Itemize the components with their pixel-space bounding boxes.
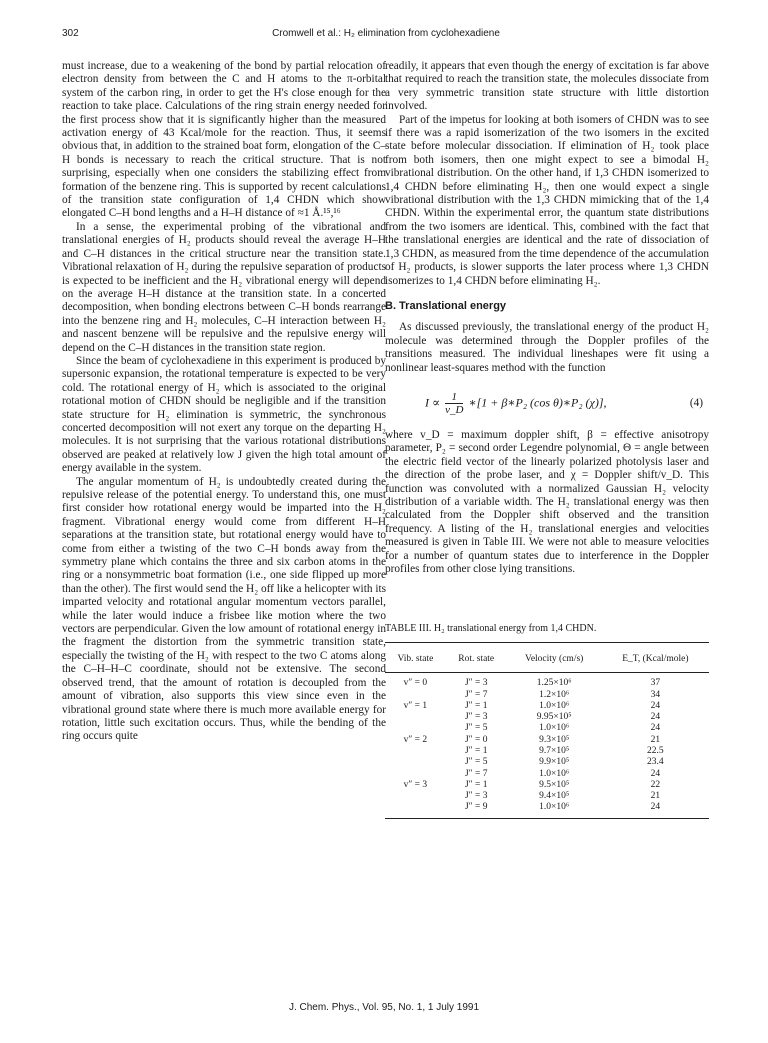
table-cell <box>385 723 446 734</box>
page-number: 302 <box>62 28 79 39</box>
table-cell <box>385 712 446 723</box>
table-row <box>385 712 709 723</box>
equation-lhs: I ∝ <box>425 395 441 410</box>
table-cell: 22.5 <box>647 746 664 756</box>
table-cell: 9.9×10⁵ <box>539 757 570 768</box>
table-cell <box>385 746 446 757</box>
table-cell: J″ = 0 <box>464 734 488 745</box>
table-cell: J″ = 3 <box>464 791 488 802</box>
table-cell: 24 <box>602 802 709 818</box>
table-cell: 1.0×10⁶ <box>539 723 570 734</box>
table-cell: J″ = 7 <box>464 768 488 779</box>
table-cell: 9.5×10⁵ <box>539 779 570 790</box>
equation-rhs: ∗[1 + β∗P₂ (cos θ)∗P₂ (χ)], <box>468 395 607 410</box>
table-cell: 24 <box>650 723 661 734</box>
table-cell: J″ = 5 <box>464 723 488 734</box>
table-cell: 21 <box>650 734 661 745</box>
table-cell: J″ = 9 <box>446 802 507 818</box>
table-cell: 24 <box>650 700 661 711</box>
table-cell: 24 <box>650 768 661 779</box>
table-cell: J″ = 1 <box>464 779 488 790</box>
table-row <box>385 769 709 780</box>
table-cell: 9.4×10⁵ <box>539 791 570 802</box>
table-cell: J″ = 5 <box>464 757 488 768</box>
data-table <box>385 642 709 819</box>
table-cell: 23.4 <box>647 757 664 768</box>
table-row <box>385 735 709 746</box>
table-cell: J″ = 3 <box>464 712 488 723</box>
table-cell: v″ = 3 <box>403 779 428 790</box>
paragraph: Part of the impetus for looking at both isomers of CHDN was to see if there was a rapid isomerization of the two isomers in the excited state before molecular dissociation. If elimination of H₂ took place from both isomers, then one might expect to see a bimodal H₂ vibrational distribution. On the other hand, if 1,3 CHDN isomerized to 1,4 CHDN before eliminating H₂, then one would expect a single vibrational distribution with the 1,3 CHDN mimicking that of the 1,4 CHDN. Within the experimental error, the quantum state distributions from the two isomers are identical. This, combined with the fact that the translational energies are identical and the rate of dissociation of 1,3 CHDN, as measured from the time dependence of the accumulation of H₂ products, is slower supports the later process where 1,3 CHDN isomerizes to 1,4 CHDN before eliminating H₂. <box>385 113 709 287</box>
table-cell: 22 <box>650 779 661 790</box>
table-cell <box>385 802 446 818</box>
equation-denominator: v_D <box>445 403 464 416</box>
table-row <box>385 723 709 734</box>
equation-number: (4) <box>689 396 703 409</box>
table-cell: J″ = 1 <box>464 700 488 711</box>
left-column <box>62 60 386 744</box>
table-cell: 9.3×10⁵ <box>539 734 570 745</box>
paragraph: where v_D = maximum doppler shift, β = effective anisotropy parameter, P₂ = second order Legendre polynomial, Θ = angle between the electric field vector of the linearly polarized photolysis laser and the direction of the probe laser, and χ = Doppler shift/v_D. This function was convoluted with a normalized Gaussian H₂ velocity distribution of a variable width. The H₂ translational energy was then calculated from the Doppler shift observed and the transition frequency. A listing of the H₂ translational energies and velocities measured is given in Table III. We were not able to measure velocities for a number of quantum states due to interference in the Doppler profiles from other close lying transitions. <box>385 428 709 575</box>
table-cell <box>385 769 446 780</box>
table-cell: 1.0×10⁶ <box>507 802 602 818</box>
table-cell: 9.95×10⁵ <box>536 712 572 723</box>
equation <box>385 383 709 423</box>
table-row <box>385 757 709 768</box>
table-body <box>385 673 709 819</box>
paragraph: readily, it appears that even though the energy of excitation is far above that required to reach the transition state, the molecules dissociate from a very symmetric transition state structure with little distortion involved. <box>385 60 709 113</box>
table-cell <box>385 690 446 701</box>
paragraph: Since the beam of cyclohexadiene in this experiment is produced by supersonic expansion, the rotational temperature is expected to be very cold. The rotational energy of H₂ which is associated to the original rotational motion of CHDN should be negligible and if the transition state structure for H₂ elimination is symmetric, the synchronous concerted decomposition will not exert any torque on the departing H₂ molecules. It is not surprising that the various rotational distributions observed are peaked at relatively low J given the high total amount of energy available in the system. <box>62 354 386 475</box>
table-row <box>385 780 709 791</box>
table-row <box>385 701 709 712</box>
running-title: Cromwell et al.: H₂ elimination from cyclohexadiene <box>272 28 500 39</box>
table-row <box>385 746 709 757</box>
right-column <box>385 60 709 819</box>
table-cell: 1.0×10⁶ <box>539 768 570 779</box>
table-cell: 21 <box>650 791 661 802</box>
table-header-cell: Velocity (cm/s) <box>507 642 602 672</box>
table-row <box>385 791 709 802</box>
table-row <box>385 673 709 690</box>
table-cell: v″ = 0 <box>403 678 428 689</box>
table-cell: v″ = 1 <box>403 700 428 711</box>
equation-numerator: 1 <box>451 390 458 403</box>
table-cell: 24 <box>650 712 661 723</box>
table-cell <box>385 791 446 802</box>
table-row <box>385 802 709 818</box>
table-cell: 34 <box>650 689 661 700</box>
table-cell <box>385 757 446 768</box>
table-header-row <box>385 642 709 672</box>
paragraph: The angular momentum of H₂ is undoubtedly created during the repulsive release of the potential energy. To understand this, one must first consider how rotational energy would be imparted into the H₂ fragment. Vibrational energy would come from different H–H separations at the transition state, but rotational energy would have to come from either a twisting of the two C–H bonds away from the symmetry plane which contains the three and six carbon atoms in the ring or a nonsymmetric boat formation (i.e., one side flipped up more than the other). The first would send the H₂ off like a helicopter with its imparted velocity and rotational angular momentum vectors parallel, while the later would induce a frisbee like motion where the two vectors are perpendicular. Given the low amount of rotational energy in the fragment the distortion from the symmetric transition state, especially the twisting of the H₂ with respect to the two C atoms along the C–H–H–C coordinate, should not be extensive. The second observed trend, that the amount of rotation is decoupled from the amount of vibration, also supports this view since even in the vibrational ground state where there is much more available energy for rotation, little such excitation occurs. Thus, while the bending of the ring occurs quite <box>62 475 386 743</box>
table-cell: J″ = 3 <box>464 678 488 689</box>
section-heading: B. Translational energy <box>385 299 507 312</box>
page-footer: J. Chem. Phys., Vol. 95, No. 1, 1 July 1991 <box>288 1002 480 1013</box>
paragraph: must increase, due to a weakening of the bond by partial relocation of electron density from between the C and H atoms to the π-orbital system of the carbon ring, in order to get the H's close enough for the reaction to take place. Calculations of the ring strain energy needed for the first process show that it is significantly higher than the measured activation energy of 43 Kcal/mole for the reaction. Thus, it seems obvious that, in addition to the strained boat form, elongation of the C–H bonds is necessary to reach the critical structure. That is not surprising, especially when one considers the stabilizing effect from formation of the benzene ring. This is supported by recent calculations of the transition state configuration of 1,4 CHDN which show elongated C–H bond lengths and a H–H distance of ≈1 Å.¹⁵,¹⁶ <box>62 60 386 220</box>
table-cell: 1.25×10⁶ <box>536 678 572 689</box>
table-cell: 1.0×10⁶ <box>539 700 570 711</box>
table-header-cell: E_T, (Kcal/mole) <box>602 642 709 672</box>
paragraph: As discussed previously, the translational energy of the product H₂ molecule was determined through the Doppler profiles of the transitions measured. The individual lineshapes were fit using a nonlinear least-squares method with the function <box>385 321 709 374</box>
table-cell: J″ = 1 <box>464 746 488 756</box>
table-cell: v″ = 2 <box>403 734 428 745</box>
table-caption: TABLE III. H₂ translational energy from 1,4 CHDN. <box>385 623 597 635</box>
equation-fraction <box>445 391 463 416</box>
table-cell: J″ = 7 <box>464 689 488 700</box>
table-cell: 37 <box>650 678 661 689</box>
table-header-cell: Vib. state <box>385 642 446 672</box>
page-header <box>62 28 710 44</box>
table-row <box>385 690 709 701</box>
paragraph: In a sense, the experimental probing of the vibrational and translational energies of H₂ products should reveal the average H–H and C–H distances in the critical structure near the transition state. Vibrational relaxation of H₂ during the repulsive separation of products is expected to be inefficient and the H₂ vibrational energy will depend on the average H–H distance at the transition state. In a concerted decomposition, when bonding electrons between C–H bonds rearrange into the benzene ring and H₂ molecules, C–H interaction between H₂ and nascent benzene will be repulsive and the repulsive energy will depend on the C–H distances in the transition state region. <box>62 220 386 354</box>
table-cell: 9.7×10⁵ <box>539 746 570 756</box>
table-cell: 1.2×10⁶ <box>539 689 570 700</box>
table-header-cell: Rot. state <box>446 642 507 672</box>
